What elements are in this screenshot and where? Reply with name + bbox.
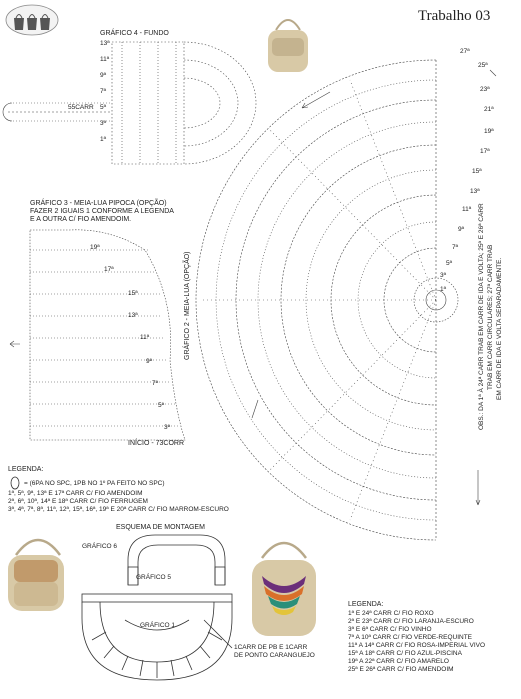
row-label: 7ª: [100, 88, 107, 95]
legend-2-line: 15ª A 18ª CARR C/ FIO AZUL-PISCINA: [348, 650, 462, 657]
montagem-note-2: DE PONTO CARANGUEJO: [234, 652, 315, 659]
montagem-diagram: [82, 535, 232, 680]
obs-line-3: EM CARR DE IDA E VOLTA SEPARADAMENTE.: [496, 257, 503, 400]
row-label: 17ª: [104, 266, 114, 273]
bag-photo-left: [8, 540, 64, 611]
legend-line: 2ª, 6ª, 10ª, 14ª E 18ª CARR C/ FIO FERRUGEM: [8, 498, 148, 505]
row-label: 11ª: [140, 334, 150, 341]
row-label: 11ª: [100, 56, 110, 63]
grafico-4-label: GRÁFICO 4 - FUNDO: [100, 30, 169, 37]
row-label: 25ª: [478, 62, 488, 69]
row-label: 15ª: [128, 290, 138, 297]
row-label: 23ª: [480, 86, 490, 93]
grafico-5-label: GRÁFICO 5: [136, 574, 172, 581]
row-label: 3ª: [164, 424, 171, 431]
row-label: 9ª: [146, 358, 153, 365]
legend-2-line: 7ª A 10ª CARR C/ FIO VERDE-REQUINTE: [348, 634, 473, 641]
grafico-4-chart: [3, 42, 256, 164]
start-label: INÍCIO - 73CORR: [128, 440, 185, 447]
legend-symbol-desc: = (6PA NO SPC, 1PB NO 1º PA FEITO NO SPC): [24, 480, 165, 487]
legend-symbol: [11, 477, 19, 489]
row-label: 3ª: [100, 120, 107, 127]
grafico-3-label-3: E A OUTRA C/ FIO AMENDOIM.: [30, 216, 132, 223]
legend-2-line: 25ª E 26ª CARR C/ FIO AMENDOIM: [348, 666, 454, 673]
page-title: Trabalho 03: [418, 8, 491, 24]
row-label: 7ª: [152, 380, 159, 387]
grafico-3-label-1: GRÁFICO 3 - MEIA-LUA PIPOCA (OPÇÃO): [30, 200, 167, 207]
row-label: 7ª: [452, 244, 459, 251]
grafico-6-label: GRÁFICO 6: [82, 543, 118, 550]
bag-photo-right: [252, 543, 316, 636]
row-label: 11ª: [462, 206, 472, 213]
legend-line: 1ª, 5ª, 9ª, 13ª E 17ª CARR C/ FIO AMENDOIM: [8, 490, 143, 497]
row-label: 1ª: [100, 136, 107, 143]
row-label: 13ª: [100, 40, 110, 47]
montagem-title: ESQUEMA DE MONTAGEM: [116, 524, 205, 531]
row-label: 3ª: [440, 272, 447, 279]
legend-2-line: 11ª A 14ª CARR C/ FIO ROSA-IMPERIAL VIVO: [348, 642, 486, 649]
grafico-2-label: GRÁFICO 2 - MEIA-LUA (OPÇÃO): [184, 251, 191, 360]
row-label: 15ª: [472, 168, 482, 175]
bag-icons-logo: [6, 5, 58, 35]
legend-2-line: 1ª E 24ª CARR C/ FIO ROXO: [348, 610, 434, 617]
row-label: 9ª: [458, 226, 465, 233]
row-label: 5ª: [100, 104, 107, 111]
row-label: 5ª: [158, 402, 165, 409]
row-label: 19ª: [484, 128, 494, 135]
legend-2-line: 19ª A 22ª CARR C/ FIO AMARELO: [348, 658, 449, 665]
legend-line: 3ª, 4ª, 7ª, 8ª, 11ª, 12ª, 15ª, 16ª, 19ª E 20ª CARR C/ FIO MARROM-ESCURO: [8, 506, 229, 513]
legend-2-line: 3ª E 6ª CARR C/ FIO VINHO: [348, 626, 432, 633]
row-label: 27ª: [460, 48, 470, 55]
row-label: 21ª: [484, 106, 494, 113]
legend-title: LEGENDA:: [8, 466, 44, 473]
row-label: 17ª: [480, 148, 490, 155]
row-label: 13ª: [128, 312, 138, 319]
montagem-note-1: 1CARR DE PB E 1CARR: [234, 644, 308, 651]
obs-line-2: TRAB EM CARR CIRCULARES; 27ª CARR TRAB: [487, 244, 494, 390]
grafico-2-chart: [196, 60, 496, 540]
legend-2-title: LEGENDA:: [348, 601, 384, 608]
start-label: 55CARR: [68, 104, 94, 111]
obs-line-1: OBS.: DA 1ª À 24ª CARR TRAB EM CARR DE IDA E VOLTA; 25ª E 26ª CARR: [478, 203, 485, 430]
bag-photo-top: [268, 20, 308, 72]
row-label: 13ª: [470, 188, 480, 195]
row-label: 5ª: [446, 260, 453, 267]
row-label: 19ª: [90, 244, 100, 251]
grafico-3-label-2: FAZER 2 IGUAIS 1 CONFORME A LEGENDA: [30, 208, 174, 215]
grafico-1-label: GRÁFICO 1: [140, 622, 176, 629]
row-label: 1ª: [440, 286, 447, 293]
row-label: 9ª: [100, 72, 107, 79]
legend-2-line: 2ª E 23ª CARR C/ FIO LARANJA-ESCURO: [348, 618, 474, 625]
